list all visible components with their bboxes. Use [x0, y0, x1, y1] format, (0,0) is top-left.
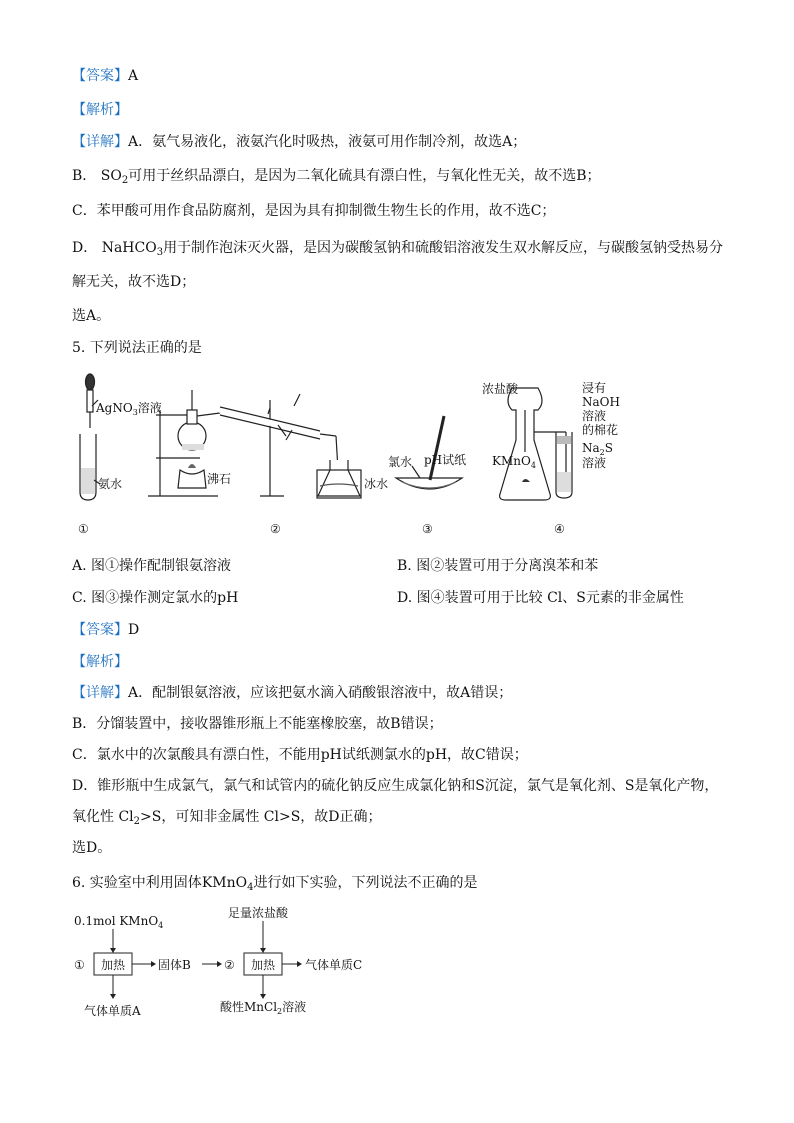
figure-2-distillation — [148, 390, 361, 498]
q4-detail-c: C．苯甲酸可用作食品防腐剂，是因为具有抑制微生物生长的作用，故不选C； — [72, 203, 556, 219]
flow-start: 0.1mol KMnO$_4$ — [74, 914, 164, 930]
q5-detail-b: B．分馏装置中，接收器锥形瓶上不能塞橡胶塞，故B错误； — [72, 716, 443, 732]
q5-detail-c: C．氯水中的次氯酸具有漂白性，不能用pH试纸测氯水的pH，故C错误； — [72, 747, 528, 763]
q5-analysis-tag: 【解析】 — [72, 654, 128, 670]
flow-heat-1: 加热 — [101, 958, 126, 972]
q4-detail-a: 【详解】A．氨气易液化，液氨汽化时吸热，液氨可用作制冷剂，故选A； — [72, 134, 527, 150]
figure-number-1: ① — [78, 522, 89, 536]
q4-analysis-tag: 【解析】 — [72, 102, 128, 118]
q4-detail-b: B． $SO_2$可用于丝织品漂白，是因为二氧化硫具有漂白性，与氧化性无关，故不选B； — [72, 168, 601, 186]
figure-number-2: ② — [270, 522, 281, 536]
q5-option-a: A. 图①操作配制银氨溶液 — [72, 558, 232, 574]
q4-detail-d2: 解无关，故不选D； — [72, 274, 196, 290]
q5-apparatus-figure — [70, 370, 710, 540]
q5-answer-line: 【答案】D — [72, 622, 140, 638]
flow-solid-b: 固体B — [158, 958, 191, 972]
q5-option-b: B. 图②装置可用于分离溴苯和苯 — [397, 558, 599, 574]
q6-stem: 6. 实验室中利用固体KMnO$_4$进行如下实验，下列说法不正确的是 — [72, 875, 478, 893]
label-kmno4: KMnO$_4$ — [492, 454, 536, 470]
flow-gas-a: 气体单质A — [84, 1004, 141, 1018]
label-conc-hcl: 浓盐酸 — [482, 382, 519, 396]
label-agno3: AgNO$_3$溶液 — [96, 401, 162, 417]
label-soak1: 浸有 — [582, 381, 607, 395]
figure-1-dropper-tube — [80, 374, 100, 500]
label-ammonia: 氨水 — [98, 477, 123, 491]
q6-flow-diagram — [70, 905, 370, 1025]
figure-number-4: ④ — [554, 522, 565, 536]
label-ice-water: 冰水 — [364, 477, 389, 491]
figure-4-chlorine-generator — [500, 388, 572, 500]
q5-stem: 5. 下列说法正确的是 — [72, 340, 202, 356]
q5-detail-d2: 氧化性 $Cl_2>S$，可知非金属性 Cl>S，故D正确； — [72, 809, 382, 827]
label-boiling-stone: 沸石 — [207, 472, 232, 486]
q4-conclusion: 选A。 — [72, 308, 111, 324]
label-ph-paper: pH试纸 — [424, 453, 467, 467]
flow-hcl: 足量浓盐酸 — [228, 906, 289, 920]
flow-step-2: ② — [224, 958, 235, 972]
answer-value: A — [128, 68, 139, 84]
answer-tag: 【答案】 — [72, 68, 128, 84]
q5-detail-a: 【详解】A．配制银氨溶液，应该把氨水滴入硝酸银溶液中，故A错误； — [72, 685, 513, 701]
q4-answer-line — [72, 66, 138, 86]
label-soak2: NaOH — [582, 395, 620, 409]
flow-mncl2: 酸性MnCl$_2$溶液 — [220, 1000, 307, 1016]
figure-number-3: ③ — [422, 522, 433, 536]
label-chlorine-water: 氯水 — [388, 455, 413, 469]
q5-conclusion: 选D。 — [72, 840, 112, 856]
q5-option-c: C. 图③操作测定氯水的pH — [72, 590, 239, 606]
label-na2s: $Na_2S$ — [582, 441, 613, 457]
label-soak4: 的棉花 — [582, 423, 619, 437]
flow-gas-c: 气体单质C — [305, 958, 363, 972]
flow-heat-2: 加热 — [251, 958, 276, 972]
q4-detail-d: D． NaHCO$_3$用于制作泡沫灭火器，是因为碳酸氢钠和硫酸铝溶液发生双水解反应，与碳酸氢钠受热易分 — [72, 240, 724, 258]
flow-step-1: ① — [74, 958, 85, 972]
label-solution: 溶液 — [582, 456, 607, 470]
label-soak3: 溶液 — [582, 409, 607, 423]
q5-option-d: D. 图④装置可用于比较 Cl、S元素的非金属性 — [397, 590, 684, 606]
detail-tag: 【详解】 — [72, 134, 128, 150]
q5-detail-d: D．锥形瓶中生成氯气，氯气和试管内的硫化钠反应生成氯化钠和S沉淀，氯气是氧化剂、S是氧化产物， — [72, 778, 719, 794]
